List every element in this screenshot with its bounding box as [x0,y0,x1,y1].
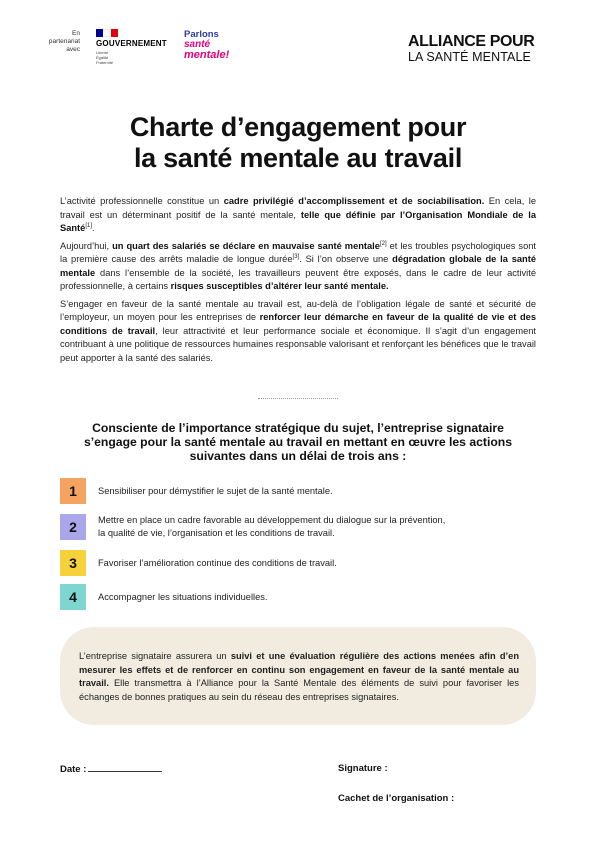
action-text [98,478,530,504]
title-line-1: Charte d’engagement pour [129,112,467,142]
bold-run: cadre privilégié d’accomplissement et de sociabilisation. [223,196,485,206]
action-text [98,550,530,576]
action-item-1 [60,478,530,504]
signature-field[interactable] [338,763,388,774]
action-line: Mettre en place un cadre favorable au développement du dialogue sur la prévention, [98,515,446,525]
footnote-ref: [2] [379,240,387,247]
commitment-line: Consciente de l’importance stratégique du sujet, l’entreprise signataire [92,421,504,435]
bold-run: suivi et une évaluation régulière des actions menées afin d’en mesurer les effets et de renforcer en continu son engagement en faveur de la santé mentale au travail. [79,651,519,688]
date-line[interactable] [88,763,162,772]
text-run: , leur attractivité et leur performance sociale et économique. Il s’agit d’un engagement contribuant à une politique de ressources humaines responsable valorisant et renforçant les bénéfices que le travail peut apporter à la santé des salariés. [60,325,536,363]
french-flag-icon [96,29,118,37]
intro-section [60,195,536,369]
action-item-3 [60,550,530,576]
text-run: En cela, le travail est un déterminant positif de la santé mentale, [60,196,537,220]
action-number-badge: 4 [60,584,86,610]
text-run: S’engager en faveur de la santé mentale au travail est, au-delà de l’obligation légale de santé et sécurité de l’employeur, un moyen pour les entreprises de [60,298,536,322]
signature-label: Signature : [338,763,388,774]
parlons-line: mentale! [184,49,230,61]
action-text [98,514,530,540]
partnership-caption [38,30,80,54]
action-item-2 [60,514,530,540]
partner-line: avec [66,46,80,53]
motto-line: Liberté [96,50,109,55]
motto-line: Égalité [96,55,109,60]
text-run: Aujourd’hui, [60,240,113,251]
header [0,0,596,80]
motto-line: Fraternité [96,60,114,65]
text-run: dans l’ensemble de la société, les travailleurs peuvent être exposés, dans le cadre de leur activité professionnelle, à certains [60,267,536,291]
action-line: la qualité de vie, l’organisation et les conditions de travail. [98,528,335,538]
text-run: . [92,223,95,233]
government-label: GOUVERNEMENT [96,39,167,48]
intro-paragraph-3 [60,298,536,366]
action-number-badge: 3 [60,550,86,576]
follow-up-box [60,627,536,725]
parlons-line: santé [184,39,211,50]
partner-line: partenariat [48,38,80,45]
alliance-line-2: LA SANTÉ MENTALE [408,50,531,64]
text-run: L’entreprise signataire assurera un [79,651,231,661]
alliance-line-1: ALLIANCE POUR [408,33,535,50]
partner-line: En [72,30,80,37]
government-motto [96,50,176,65]
page-title [0,112,596,174]
bold-run: risques susceptibles d’altérer leur santé mentale. [170,281,389,291]
bold-run: telle que définie par l’Organisation Mondiale de la Santé [60,209,536,233]
alliance-logo [408,34,558,64]
action-number-badge: 1 [60,478,86,504]
footnote-ref: [3] [292,253,300,260]
action-line: Accompagner les situations individuelles. [98,591,268,602]
follow-up-text [79,650,519,704]
title-line-2: la santé mentale au travail [133,143,463,173]
commitment-line: suivantes dans un délai de trois ans : [189,449,407,463]
text-run: Elle transmettra à l’Alliance pour la Santé Mentale des éléments de suivi pour favoriser les échanges de bonnes pratiques au sein du réseau des entreprises signataires. [79,678,519,702]
text-run: . Si l’on observe une [299,254,393,264]
stamp-field[interactable] [338,793,454,804]
bold-run: un quart des salariés se déclare en mauvaise santé mentale [112,240,380,251]
footnote-ref: [1] [85,222,92,229]
commitment-line: s’engage pour la santé mentale au travail en mettant en œuvre les actions [83,435,513,449]
stamp-label: Cachet de l’organisation : [338,793,455,804]
bold-run: dégradation globale de la santé mentale [60,254,536,278]
intro-paragraph-2 [60,240,536,294]
parlons-line: Parlons [184,29,219,40]
section-divider [258,398,338,399]
intro-paragraph-1 [60,195,536,236]
bold-run: renforcer leur démarche en faveur de la qualité de vie et des conditions de travail [60,312,536,336]
action-item-4 [60,584,530,610]
action-line: Sensibiliser pour démystifier le sujet de la santé mentale. [98,485,333,496]
government-logo [96,29,176,65]
action-text [98,584,530,610]
action-number-badge: 2 [60,514,86,540]
text-run: et les troubles psychologiques sont la première cause des arrêts maladie de longue durée [60,240,536,264]
text-run: L’activité professionnelle constitue un [60,196,224,206]
commitment-heading [60,421,536,463]
action-line: Favoriser l’amélioration continue des conditions de travail. [98,557,337,568]
date-field[interactable] [60,763,162,775]
parlons-sante-mentale-logo [184,30,244,60]
date-label: Date : [60,764,87,775]
